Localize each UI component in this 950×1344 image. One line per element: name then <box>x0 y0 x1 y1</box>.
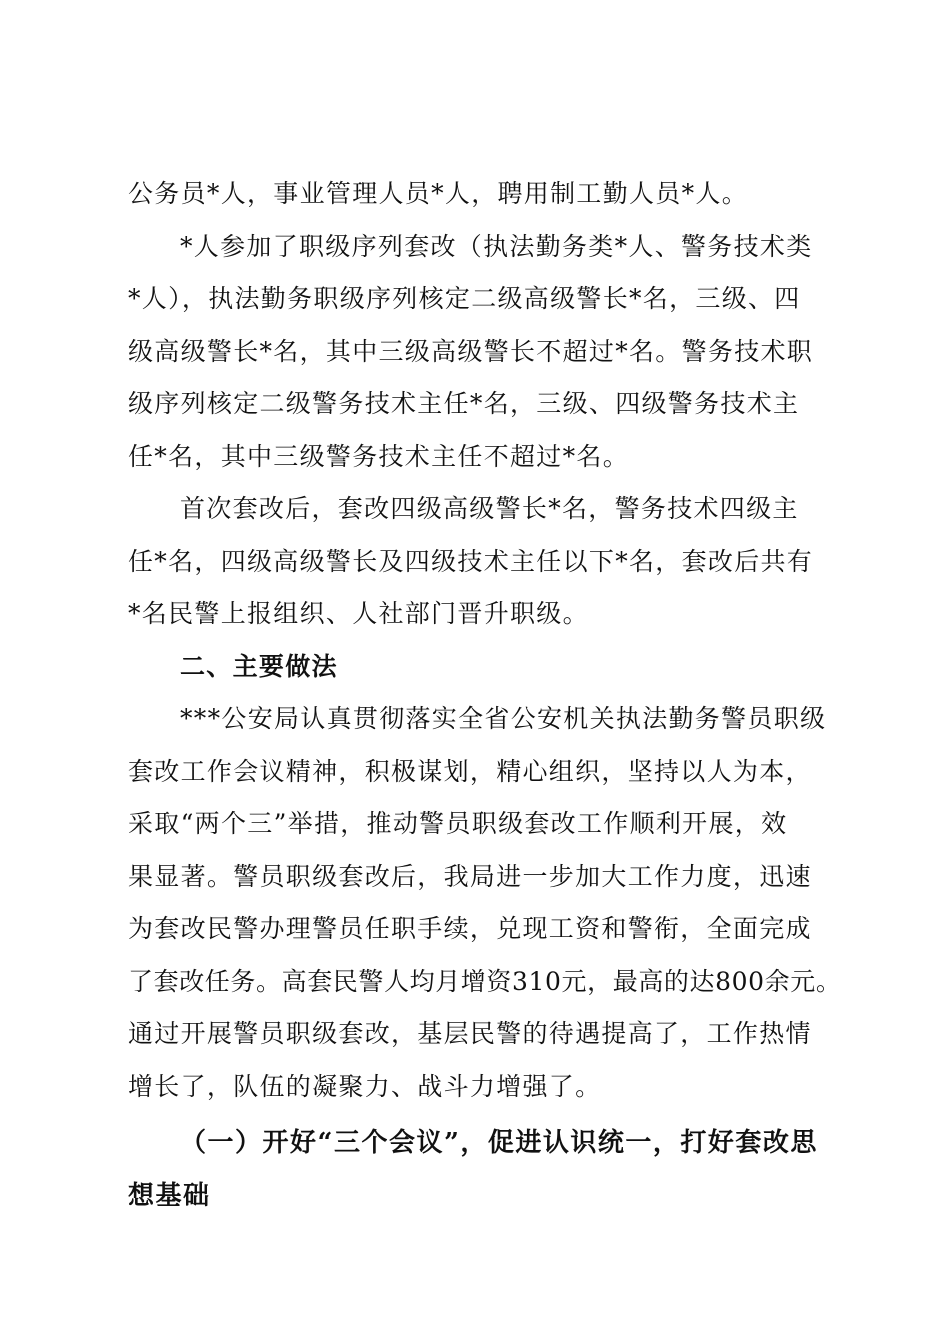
paragraph-line: 级高级警长*名，其中三级高级警长不超过*名。警务技术职 <box>128 336 814 366</box>
paragraph-line: 套改工作会议精神，积极谋划，精心组织，坚持以人为本， <box>128 756 812 786</box>
paragraph-line: *人参加了职级序列套改（执法勤务类*人、警务技术类 <box>180 231 813 261</box>
paragraph-line: 为套改民警办理警员任职手续，兑现工资和警衔，全面完成 <box>128 914 812 943</box>
paragraph-line: 任*名，四级高级警长及四级技术主任以下*名，套改后共有 <box>128 546 814 576</box>
paragraph-line: 公务员*人，事业管理人员*人，聘用制工勤人员*人。 <box>128 179 749 208</box>
section-heading: 二、主要做法 <box>180 651 338 681</box>
subsection-heading-continued: 想基础 <box>128 1180 211 1211</box>
paragraph-line: 了套改任务。高套民警人均月增资310元，最高的达800余元。 <box>128 966 842 996</box>
paragraph-line: 采取“两个三”举措，推动警员职级套改工作顺利开展，效 <box>128 809 788 838</box>
paragraph-line: ***公安局认真贯彻落实全省公安机关执法勤务警员职级 <box>180 704 827 733</box>
paragraph-line: 增长了，队伍的凝聚力、战斗力增强了。 <box>128 1071 602 1101</box>
paragraph-line: 首次套改后，套改四级高级警长*名，警务技术四级主 <box>180 494 799 523</box>
paragraph-line: 任*名，其中三级警务技术主任不超过*名。 <box>128 441 630 471</box>
document-body <box>128 168 840 1222</box>
paragraph-line: *名民警上报组织、人社部门晋升职级。 <box>128 599 589 628</box>
paragraph-line: 通过开展警员职级套改，基层民警的待遇提高了，工作热情 <box>128 1019 812 1048</box>
paragraph-line: *人），执法勤务职级序列核定二级高级警长*名，三级、四 <box>128 284 801 313</box>
subsection-heading: （一）开好“三个会议”，促进认识统一，打好套改思 <box>180 1128 818 1158</box>
paragraph-line: 果显著。警员职级套改后，我局进一步加大工作力度，迅速 <box>128 861 812 891</box>
paragraph-line: 级序列核定二级警务技术主任*名，三级、四级警务技术主 <box>128 389 800 418</box>
